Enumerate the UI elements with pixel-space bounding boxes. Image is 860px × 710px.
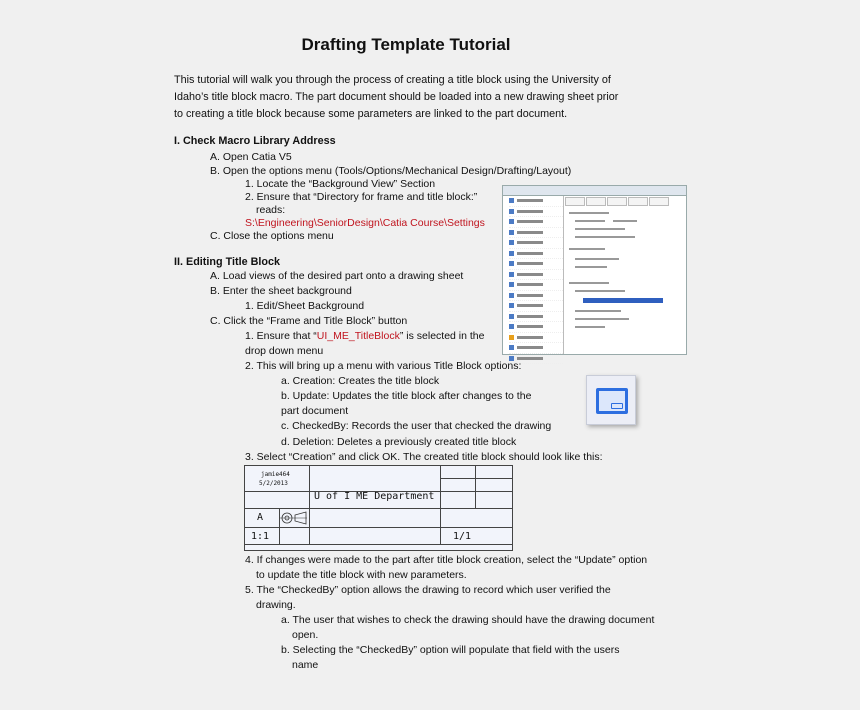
step-2b: B. Enter the sheet background [210, 285, 352, 297]
step-2c4-cont: to update the title block with new parameters. [256, 569, 467, 581]
step-1b2: 2. Ensure that “Directory for frame and title block:” [245, 191, 478, 203]
step-2a: A. Load views of the desired part onto a drawing sheet [210, 270, 464, 282]
step-2c1: 1. Ensure that “UI_ME_TitleBlock” is selected in the [245, 330, 485, 342]
step-2c: C. Click the “Frame and Title Block” button [210, 315, 408, 327]
option-update-cont: part document [281, 405, 349, 417]
step-2b1: 1. Edit/Sheet Background [245, 300, 365, 312]
step-2c4: 4. If changes were made to the part after title block creation, select the “Update” option [245, 554, 648, 566]
options-dialog-screenshot [502, 185, 687, 355]
step-2c5b: b. Selecting the “CheckedBy” option will populate that field with the users [281, 644, 620, 656]
section-2-heading: II. Editing Title Block [174, 256, 280, 268]
step-1b: B. Open the options menu (Tools/Options/Mechanical Design/Drafting/Layout) [210, 165, 572, 177]
step-1a: A. Open Catia V5 [210, 151, 292, 163]
section-1-heading: I. Check Macro Library Address [174, 135, 336, 147]
intro-line-3: to creating a title block because some parameters are linked to the part document. [174, 108, 568, 120]
dialog-titlebar [503, 186, 686, 196]
option-creation: a. Creation: Creates the title block [281, 375, 440, 387]
option-deletion: d. Deletion: Deletes a previously created title block [281, 436, 517, 448]
intro-line-2: Idaho’s title block macro. The part document should be loaded into a new drawing sheet prior [174, 91, 619, 103]
step-2c2: 2. This will bring up a menu with various Title Block options: [245, 360, 522, 372]
page-title: Drafting Template Tutorial [301, 35, 511, 54]
macro-directory-path: S:\Engineering\SeniorDesign\Catia Course\Settings [245, 217, 485, 229]
step-2c5: 5. The “CheckedBy” option allows the drawing to record which user verified the [245, 584, 611, 596]
projection-symbol [279, 509, 309, 527]
step-2c5b-cont: name [292, 659, 319, 671]
title-block-example [244, 465, 513, 551]
titleblock-size: A [257, 512, 264, 523]
step-2c5a-cont: open. [292, 629, 319, 641]
options-tabs [565, 197, 684, 205]
step-1b2-reads: reads: [256, 204, 286, 216]
titleblock-scale: 1:1 [251, 531, 270, 542]
option-checkedby: c. CheckedBy: Records the user that checked the drawing [281, 420, 552, 432]
options-tree [503, 196, 564, 354]
titleblock-department: U of I ME Department [314, 491, 435, 502]
step-2c1-cont: drop down menu [245, 345, 324, 357]
titleblock-name: jamie464 [261, 471, 290, 478]
step-2c3: 3. Select “Creation” and click OK. The created title block should look like this: [245, 451, 603, 463]
step-2c5-cont: drawing. [256, 599, 296, 611]
step-2c5a: a. The user that wishes to check the drawing should have the drawing document [281, 614, 655, 626]
options-pane [565, 206, 684, 352]
titleblock-macro-name: UI_ME_TitleBlock [316, 330, 400, 342]
option-update: b. Update: Updates the title block after changes to the [281, 390, 532, 402]
step-1c: C. Close the options menu [210, 230, 334, 242]
step-1b1: 1. Locate the “Background View” Section [245, 178, 436, 190]
titleblock-sheet: 1/1 [453, 531, 472, 542]
intro-line-1: This tutorial will walk you through the process of creating a title block using the University of [174, 74, 611, 86]
titleblock-date: 5/2/2013 [259, 480, 288, 487]
frame-and-title-block-icon [586, 375, 636, 425]
